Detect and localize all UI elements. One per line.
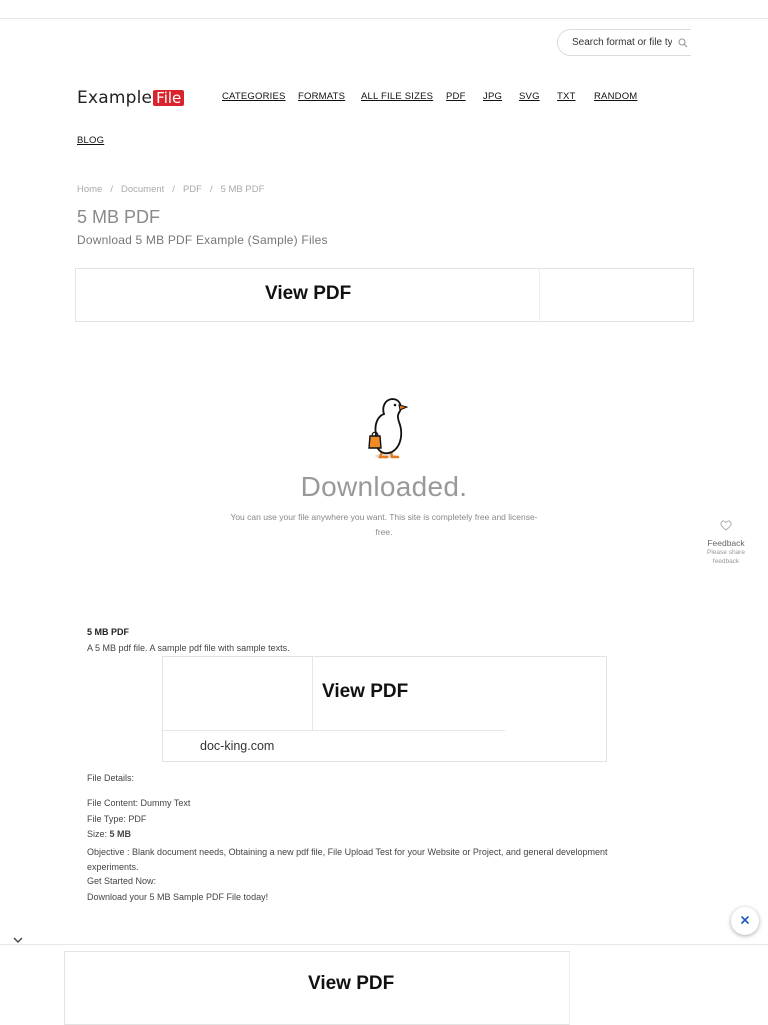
objective-label: Objective :	[87, 847, 130, 857]
breadcrumb-separator: /	[172, 184, 175, 195]
nav-blog[interactable]: BLOG	[77, 135, 105, 146]
page-title: 5 MB PDF	[77, 207, 161, 227]
nav-formats[interactable]: FORMATS	[298, 91, 346, 102]
file-content-label: File Content:	[87, 798, 139, 808]
nav-pdf[interactable]: PDF	[446, 91, 466, 102]
ad-domain[interactable]: doc-king.com	[200, 739, 275, 753]
nav-all-file-sizes[interactable]: ALL FILE SIZES	[361, 91, 434, 102]
search-input[interactable]	[572, 37, 672, 48]
nav-txt[interactable]: TXT	[557, 91, 576, 102]
breadcrumb-home[interactable]: Home	[77, 184, 103, 195]
downloaded-heading: Downloaded.	[300, 471, 468, 502]
download-line: Download your 5 MB Sample PDF File today!	[87, 892, 269, 902]
view-pdf-button-middle[interactable]: View PDF	[322, 681, 409, 702]
file-details-label: File Details:	[87, 773, 135, 783]
file-size-line	[87, 829, 131, 839]
file-size-value: 5 MB	[109, 829, 132, 839]
site-logo[interactable]	[77, 88, 184, 108]
objective-line	[87, 845, 657, 875]
breadcrumb-separator: /	[110, 184, 113, 195]
breadcrumb-current: 5 MB PDF	[220, 184, 265, 195]
logo-text-primary: Example	[77, 88, 153, 108]
nav-random[interactable]: RANDOM	[594, 91, 638, 102]
downloaded-note: You can use your file anywhere you want. This site is completely free and license-free.	[230, 512, 538, 537]
file-type-value: PDF	[128, 814, 147, 824]
breadcrumb-document[interactable]: Document	[120, 184, 165, 195]
file-type-label: File Type:	[87, 814, 126, 824]
duck-illustration	[364, 396, 408, 460]
file-type-line	[87, 814, 146, 824]
objective-value: Blank document needs, Obtaining a new pdf file, File Upload Test for your Website or Project, and general development experiments.	[87, 847, 608, 872]
breadcrumb	[77, 184, 264, 195]
nav-jpg[interactable]: JPG	[483, 91, 503, 102]
file-size-label: Size:	[87, 829, 108, 839]
page-subtitle: Download 5 MB PDF Example (Sample) Files	[77, 233, 328, 247]
view-pdf-button-top[interactable]: View PDF	[265, 283, 352, 304]
get-started-line: Get Started Now:	[87, 876, 157, 886]
ad-banner-middle-image	[163, 657, 313, 731]
details-title: 5 MB PDF	[87, 627, 130, 637]
logo-text-accent: File	[153, 90, 184, 106]
feedback-title: Feedback	[707, 538, 745, 548]
ad-banner-middle[interactable]	[162, 656, 607, 762]
file-content-line	[87, 798, 190, 808]
feedback-widget[interactable]	[702, 518, 750, 566]
nav-categories[interactable]: CATEGORIES	[222, 91, 286, 102]
search-box[interactable]	[557, 29, 691, 56]
close-icon	[740, 912, 750, 930]
close-ad-button[interactable]	[731, 907, 759, 935]
ad-banner-bottom[interactable]	[0, 944, 768, 1025]
ad-banner-top[interactable]	[75, 268, 694, 322]
breadcrumb-pdf[interactable]: PDF	[182, 184, 202, 195]
nav-svg[interactable]: SVG	[519, 91, 540, 102]
top-divider	[0, 18, 768, 19]
feedback-subtitle: Please share feedback	[707, 549, 745, 565]
file-content-value: Dummy Text	[140, 798, 191, 808]
view-pdf-button-bottom[interactable]: View PDF	[308, 973, 395, 994]
heart-icon	[720, 518, 732, 535]
search-icon[interactable]	[678, 37, 690, 49]
breadcrumb-separator: /	[209, 184, 213, 195]
details-description: A 5 MB pdf file. A sample pdf file with sample texts.	[87, 643, 290, 653]
